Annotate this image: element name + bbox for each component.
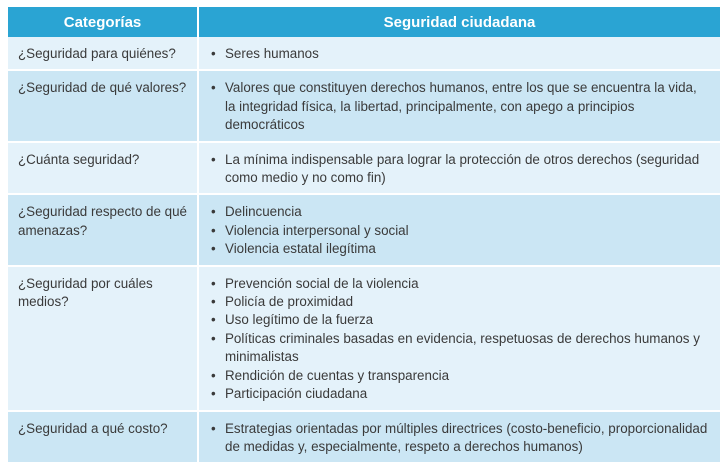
table-header-row [8,7,720,37]
list-item: • Prevención social de la violencia [209,275,710,293]
table-row [8,70,720,141]
content-cell [198,142,720,195]
category-cell: ¿Seguridad por cuáles medios? [8,266,198,411]
list-item: • Participación ciudadana [209,385,710,403]
table-row [8,142,720,195]
list-item: • Estrategias orientadas por múltiples directrices (costo-beneficio, proporcionalidad de medidas y, especialmente, respeto a derechos humanos) [209,420,710,457]
bullet-list [209,151,710,188]
category-cell: ¿Seguridad a qué costo? [8,411,198,464]
table-row [8,37,720,70]
list-item: • Delincuencia [209,203,710,221]
bullet-list [209,45,710,63]
content-cell [198,37,720,70]
category-cell: ¿Seguridad para quiénes? [8,37,198,70]
bullet-list [209,203,710,258]
list-item: • Valores que constituyen derechos humanos, entre los que se encuentra la vida, la integridad física, la libertad, principalmente, con apego a principios democráticos [209,79,710,134]
table-row [8,194,720,265]
category-cell: ¿Seguridad respecto de qué amenazas? [8,194,198,265]
list-item: • Seres humanos [209,45,710,63]
category-cell: ¿Cuánta seguridad? [8,142,198,195]
header-categories: Categorías [8,7,198,37]
security-table [8,7,720,464]
list-item: • La mínima indispensable para lograr la protección de otros derechos (seguridad como medio y no como fin) [209,151,710,188]
content-cell [198,194,720,265]
content-cell [198,266,720,411]
list-item: • Violencia estatal ilegítima [209,240,710,258]
bullet-list [209,79,710,134]
bullet-list [209,275,710,404]
content-cell [198,70,720,141]
list-item: • Violencia interpersonal y social [209,222,710,240]
list-item: • Policía de proximidad [209,293,710,311]
list-item: • Uso legítimo de la fuerza [209,311,710,329]
category-cell: ¿Seguridad de qué valores? [8,70,198,141]
list-item: • Políticas criminales basadas en evidencia, respetuosas de derechos humanos y minimalistas [209,330,710,367]
header-citizen-security: Seguridad ciudadana [198,7,720,37]
content-cell [198,411,720,464]
list-item: • Rendición de cuentas y transparencia [209,367,710,385]
table-row [8,266,720,411]
table-row [8,411,720,464]
bullet-list [209,420,710,457]
